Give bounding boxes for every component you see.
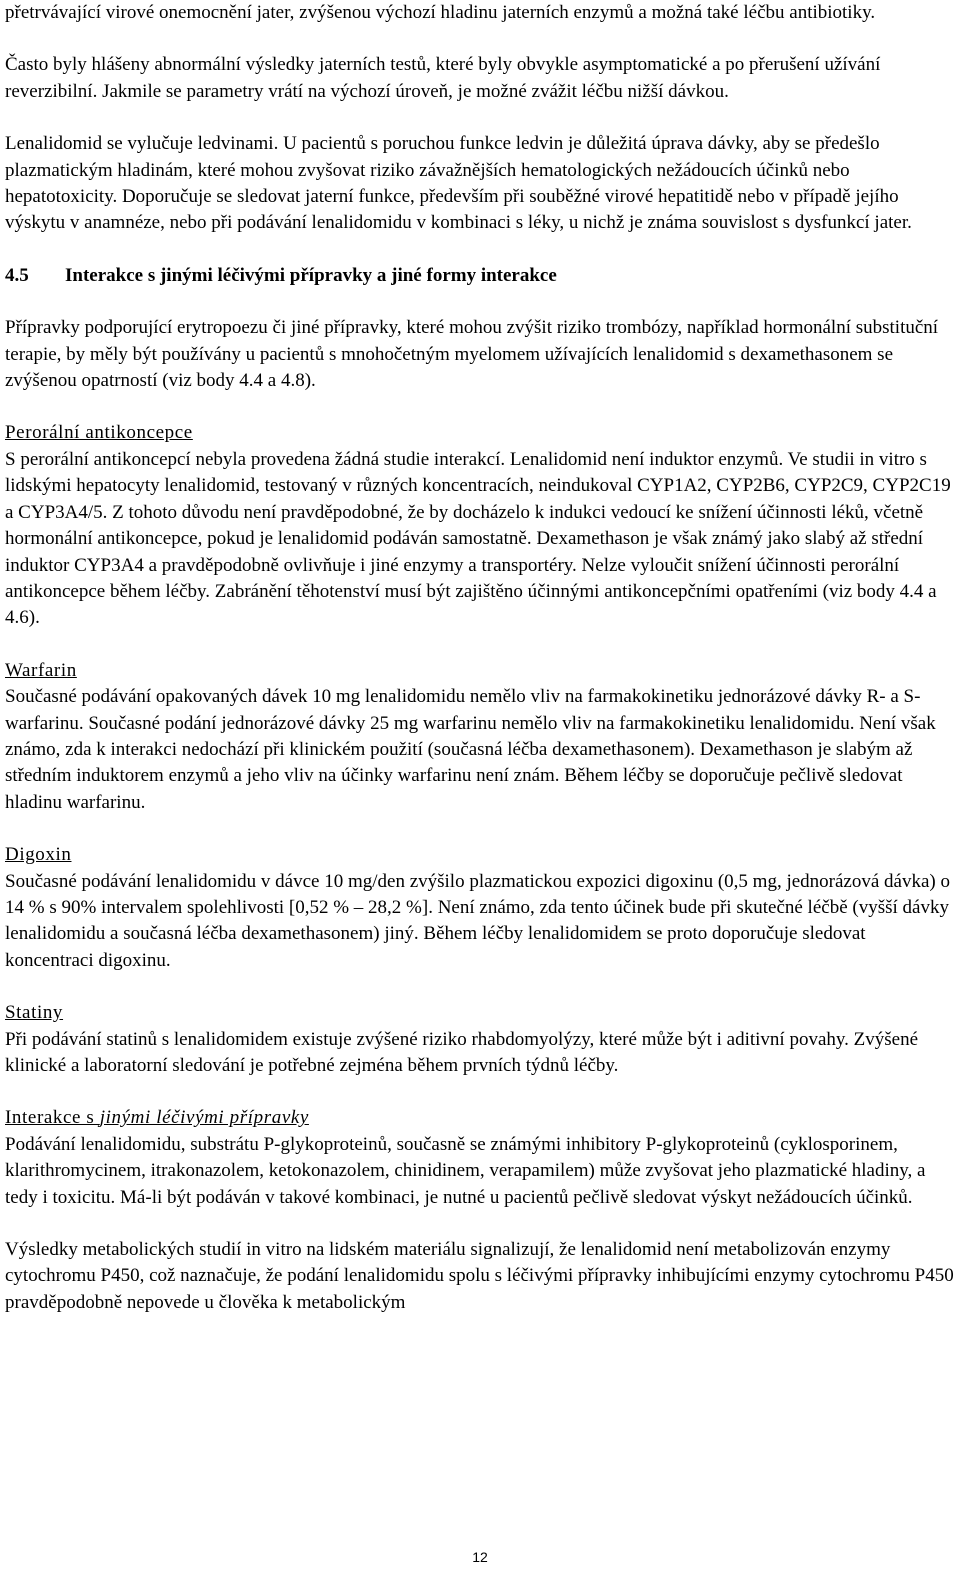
digoxin-text: Současné podávání lenalidomidu v dávce 10 mg/den zvýšilo plazmatickou expozici digoxinu (0,5 mg, jednorázová dávka) o 14 % s 90% intervalem spolehlivosti [0,52 % – 28,2 %]. Není známo, zda tento účinek bude při skutečné léčbě (vyšší dávky lenalidomidu a současná léčba dexamethasonem) jiný. Během léčby lenalidomidem se proto doporučuje sledovat koncentraci digoxinu. — [5, 870, 950, 971]
other-interactions-heading-italic: jinými léčivými přípravky — [99, 1107, 309, 1129]
other-interactions-text: Podávání lenalidomidu, substrátu P-glykoproteinů, současně se známými inhibitory P-glykoproteinů (cyklosporinem, klarithromycinem, itrakonazolem, ketokonazolem, chinidinem, verapamilem) může zvyšovat jeho plazmatické hladiny, a tedy i toxicitu. Má-li být podáván v takové kombinaci, je nutné u pacientů pečlivě sledovat výskyt nežádoucích účinků. — [5, 1133, 926, 1208]
section-title: Interakce s jinými léčivými přípravky a jiné formy interakce — [65, 264, 557, 286]
statins-heading-text: Statiny — [5, 1002, 64, 1024]
other-interactions-heading — [5, 1105, 955, 1131]
digoxin-heading-text: Digoxin — [5, 844, 72, 866]
oral-contraception-heading — [5, 420, 955, 446]
intro-paragraph-3: Lenalidomid se vylučuje ledvinami. U pacientů s poruchou funkce ledvin je důležitá úprava dávky, aby se předešlo plazmatickým hladinám, které mohou zvyšovat riziko závažnějších hematologických nežádoucích účinků nebo hepatotoxicity. Doporučuje se sledovat jaterní funkce, především při souběžné virové hepatitidě nebo v případě jejího výskytu v anamnéze, nebo při podávání lenalidomidu v kombinaci s léky, u nichž je známa souvislost s dysfunkcí jater. — [5, 133, 912, 234]
warfarin-heading — [5, 658, 955, 684]
document-page — [5, 0, 955, 1316]
section-paragraph-1: Přípravky podporující erytropoezu či jiné přípravky, které mohou zvýšit riziko trombózy, například hormonální substituční terapie, by měly být používány u pacientů s mnohočetným myelomem užívajících lenalidomid s dexamethasonem se zvýšenou opatrností (viz body 4.4 a 4.8). — [5, 317, 939, 392]
metabolic-studies-text: Výsledky metabolických studií in vitro na lidském materiálu signalizují, že lenalidomid není metabolizován enzymy cytochromu P450, což naznačuje, že podání lenalidomidu spolu s léčivými přípravky inhibujícími enzymy cytochromu P450 pravděpodobně nepovede u člověka k metabolickým — [5, 1239, 954, 1313]
statins-text: Při podávání statinů s lenalidomidem existuje zvýšené riziko rhabdomyolýzy, které může být i aditivní povahy. Zvýšené klinické a laboratorní sledování je potřebné zejména během prvních týdnů léčby. — [5, 1028, 919, 1076]
oral-contraception-heading-text: Perorální antikoncepce — [5, 422, 193, 444]
statins-heading — [5, 1000, 955, 1026]
intro-paragraph-2: Často byly hlášeny abnormální výsledky jaterních testů, které byly obvykle asymptomatické a po přerušení užívání reverzibilní. Jakmile se parametry vrátí na výchozí úroveň, je možné zvážit léčbu nižší dávkou. — [5, 54, 881, 102]
warfarin-heading-text: Warfarin — [5, 659, 77, 681]
oral-contraception-text: S perorální antikoncepcí nebyla provedena žádná studie interakcí. Lenalidomid není induktor enzymů. Ve studii in vitro s lidskými hepatocyty lenalidomid, testovaný v různých koncentracích, neindukoval CYP1A2, CYP2B6, CYP2C9, CYP2C19 a CYP3A4/5. Z tohoto důvodu není pravděpodobné, že by docházelo k indukci vedoucí ke snížení účinnosti léků, včetně hormonální antikoncepce, pokud je lenalidomid podáván samostatně. Dexamethason je však známý jako slabý až střední induktor CYP3A4 a pravděpodobně ovlivňuje i jiné enzymy a transportéry. Nelze vyloučit snížení účinnosti perorální antikoncepce během léčby. Zabránění těhotenství musí být zajištěno účinnými antikoncepčními opatřeními (viz body 4.4 a 4.6). — [5, 448, 951, 629]
warfarin-text: Současné podávání opakovaných dávek 10 mg lenalidomidu nemělo vliv na farmakokinetiku jednorázové dávky R- a S- warfarinu. Současné podání jednorázové dávky 25 mg warfarinu nemělo vliv na farmakokinetiku lenalidomidu. Není však známo, zda k interakci nedochází při klinickém použití (současná léčba dexamethasonem). Dexamethason je slabým až středním induktorem enzymů a jeho vliv na účinky warfarinu není znám. Během léčby se doporučuje pečlivě sledovat hladinu warfarinu. — [5, 686, 936, 813]
page-number: 12 — [472, 1549, 488, 1565]
intro-paragraph-1: přetrvávající virové onemocnění jater, zvýšenou výchozí hladinu jaterních enzymů a možná také léčbu antibiotiky. — [5, 2, 876, 23]
other-interactions-heading-text — [5, 1107, 309, 1128]
digoxin-heading — [5, 842, 955, 868]
section-heading — [5, 263, 955, 289]
other-interactions-heading-plain: Interakce s — [5, 1107, 100, 1129]
section-number: 4.5 — [5, 264, 29, 286]
